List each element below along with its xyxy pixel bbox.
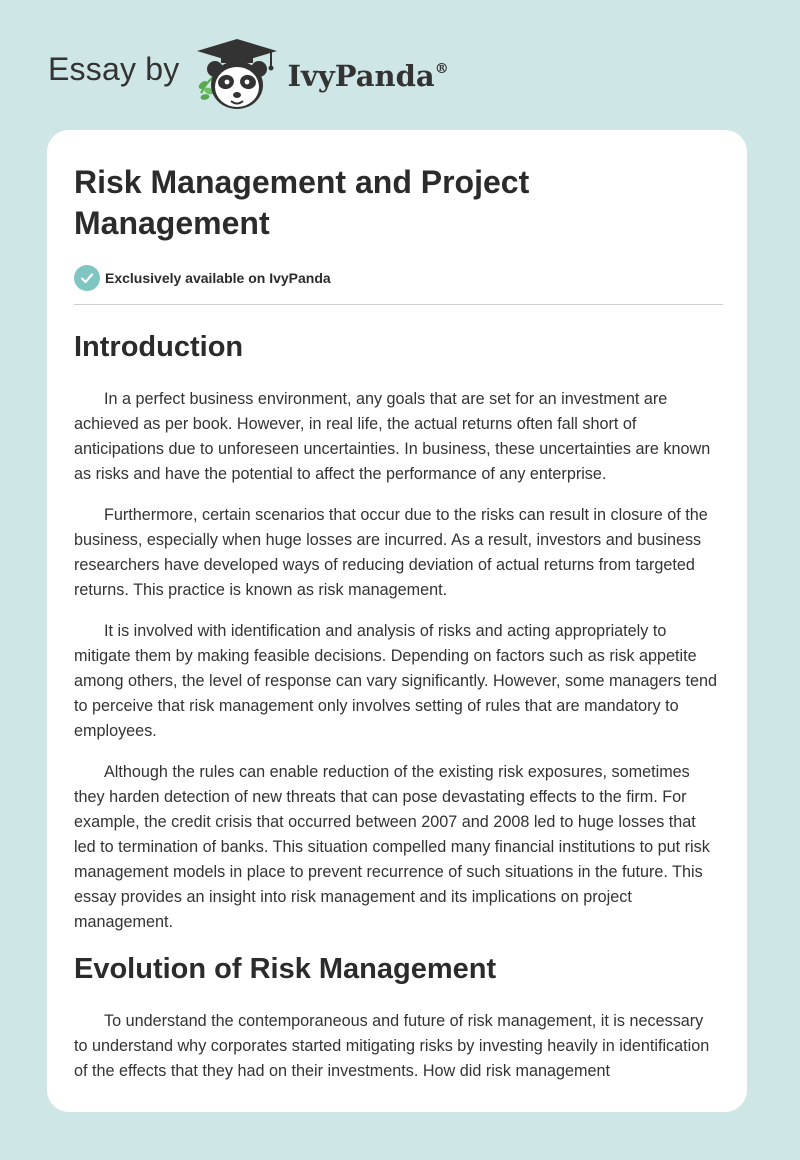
section-heading-introduction: Introduction (74, 331, 244, 363)
paragraph: In a perfect business environment, any goals that are set for an investment are achieved as per book. However, in real life, the actual returns often fall short of anticipations due to unforeseen uncertainties. In business, these uncertainties are known as risks and have the potential to affect the performance of any enterprise. (74, 390, 711, 483)
paragraph: Furthermore, certain scenarios that occur due to the risks can result in closure of the business, especially when huge losses are incurred. As a result, investors and business researchers have developed ways of reducing deviation of actual returns from targeted returns. This practice is known as risk management. (74, 506, 708, 599)
divider (74, 304, 723, 305)
site-header (48, 30, 449, 120)
section-heading-evolution: Evolution of Risk Management (74, 953, 497, 985)
essay-card (47, 130, 747, 1112)
trademark-symbol: ® (434, 61, 449, 77)
exclusive-badge-label: Exclusively available on IvyPanda (105, 270, 331, 286)
panda-graduate-icon[interactable] (191, 35, 283, 115)
exclusive-badge (74, 264, 720, 292)
page-title: Risk Management and Project Management (74, 164, 530, 241)
check-icon (74, 265, 100, 291)
paragraph: Although the rules can enable reduction of the existing risk exposures, sometimes they harden detection of new threats that can pose devastating effects to the firm. For example, the credit crisis that occurred between 2007 and 2008 led to huge losses that led to termination of banks. This situation compelled many financial institutions to put risk management models in place to prevent recurrence of such situations in the future. This essay provides an insight into risk management and its implications on project management. (74, 763, 710, 931)
essay-by-label: Essay by (48, 50, 180, 87)
paragraph: It is involved with identification and analysis of risks and acting appropriately to mitigate them by making feasible decisions. Depending on factors such as risk appetite among others, the level of response can vary significantly. However, some managers tend to perceive that risk management only involves setting of rules that are mandatory to employees. (74, 622, 718, 740)
paragraph: To understand the contemporaneous and future of risk management, it is necessary to understand why corporates started mitigating risks by investing heavily in identification of the effects that they had on their investments. How did risk management (74, 1012, 710, 1080)
brand-name[interactable]: IvyPanda® (287, 59, 449, 93)
